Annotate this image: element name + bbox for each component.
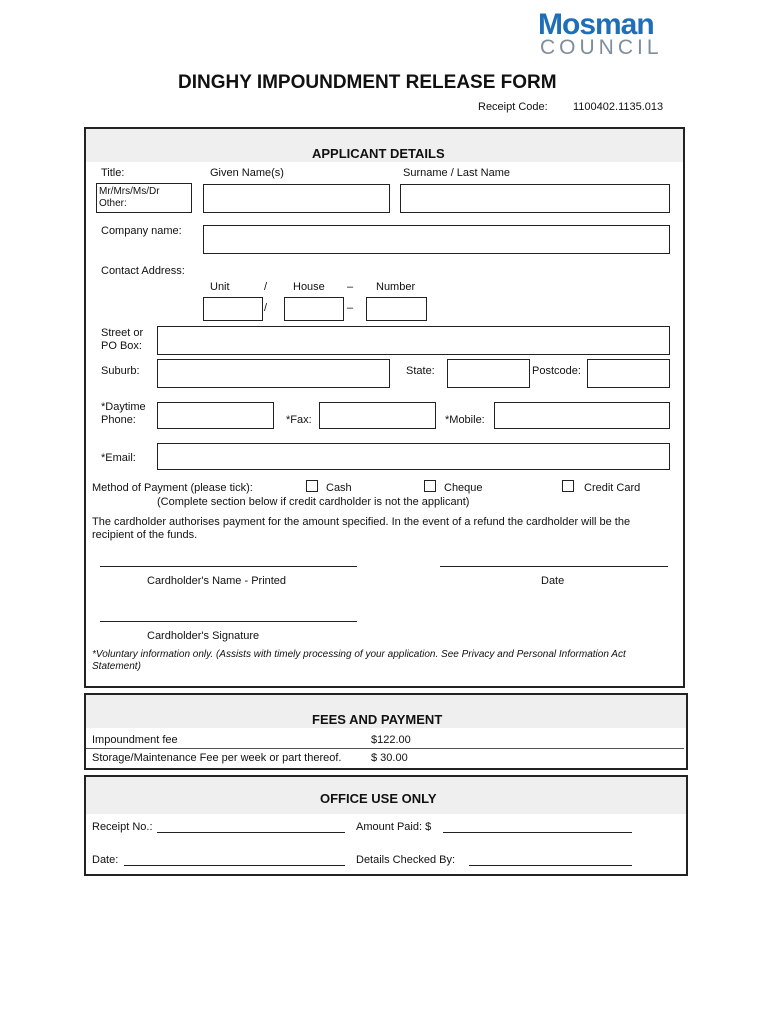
cash-label: Cash xyxy=(326,482,352,494)
amount-paid-label: Amount Paid: $ xyxy=(356,821,432,833)
company-label: Company name: xyxy=(101,225,182,237)
cardholder-signature-label: Cardholder's Signature xyxy=(147,630,260,642)
cash-checkbox[interactable] xyxy=(306,480,318,492)
unit-label: Unit xyxy=(210,281,230,293)
contact-address-label: Contact Address: xyxy=(101,265,185,277)
date-line[interactable] xyxy=(440,566,668,567)
cardholder-signature-line[interactable] xyxy=(100,621,357,622)
form-title: DINGHY IMPOUNDMENT RELEASE FORM xyxy=(178,72,557,93)
fee-amount-2: $ 30.00 xyxy=(371,752,408,764)
title-options: Mr/Mrs/Ms/Dr xyxy=(99,186,160,197)
given-names-label: Given Name(s) xyxy=(210,167,284,179)
office-date-line[interactable] xyxy=(124,865,345,866)
mobile-field[interactable] xyxy=(494,402,670,429)
receipt-code-value: 1100402.1135.013 xyxy=(573,101,664,113)
applicant-header: APPLICANT DETAILS xyxy=(312,146,445,161)
payment-method-label: Method of Payment (please tick): xyxy=(92,482,253,494)
date-label: Date xyxy=(541,575,565,587)
number-label: Number xyxy=(376,281,416,293)
authorise-line-1: The cardholder authorises payment for the amount specified. In the event of a refund the cardholder will be the xyxy=(92,516,631,528)
company-field[interactable] xyxy=(203,225,670,254)
daytime-phone-field[interactable] xyxy=(157,402,274,429)
office-header: OFFICE USE ONLY xyxy=(320,791,437,806)
state-field[interactable] xyxy=(447,359,530,388)
street-label-2: PO Box: xyxy=(101,340,142,352)
suburb-label: Suburb: xyxy=(101,365,140,377)
details-checked-label: Details Checked By: xyxy=(356,854,456,866)
fees-row-divider xyxy=(86,748,684,749)
receipt-no-label: Receipt No.: xyxy=(92,821,153,833)
authorise-line-2: recipient of the funds. xyxy=(92,529,198,541)
title-label: Title: xyxy=(101,167,125,179)
cardholder-name-line[interactable] xyxy=(100,566,357,567)
street-field[interactable] xyxy=(157,326,670,355)
fees-header: FEES AND PAYMENT xyxy=(312,712,443,727)
postcode-field[interactable] xyxy=(587,359,670,388)
cardholder-name-label: Cardholder's Name - Printed xyxy=(147,575,287,587)
cheque-checkbox[interactable] xyxy=(424,480,436,492)
unit-slash: / xyxy=(264,281,268,293)
title-other: Other: xyxy=(99,198,127,209)
surname-label: Surname / Last Name xyxy=(403,167,510,179)
unit-field[interactable] xyxy=(203,297,263,321)
email-label: *Email: xyxy=(101,452,136,464)
voluntary-note: *Voluntary information only. (Assists with timely processing of your application. See Privacy and Personal Information Act Statement) xyxy=(92,649,626,672)
daytime-label-2: Phone: xyxy=(101,414,136,426)
house-dash: – xyxy=(347,281,354,293)
street-label-1: Street or xyxy=(101,327,144,339)
suburb-field[interactable] xyxy=(157,359,390,388)
logo-council: COUNCIL xyxy=(540,36,663,59)
credit-card-checkbox[interactable] xyxy=(562,480,574,492)
number-field[interactable] xyxy=(366,297,427,321)
house-dash-2: – xyxy=(347,302,354,314)
amount-paid-line[interactable] xyxy=(443,832,632,833)
unit-slash-2: / xyxy=(264,302,268,314)
credit-card-label: Credit Card xyxy=(584,482,641,494)
state-label: State: xyxy=(406,365,435,377)
postcode-label: Postcode: xyxy=(532,365,581,377)
receipt-no-line[interactable] xyxy=(157,832,345,833)
email-field[interactable] xyxy=(157,443,670,470)
logo-mosman: Mosman xyxy=(538,8,654,41)
payment-note: (Complete section below if credit cardholder is not the applicant) xyxy=(157,496,470,508)
surname-field[interactable] xyxy=(400,184,670,213)
office-date-label: Date: xyxy=(92,854,119,866)
receipt-code-label: Receipt Code: xyxy=(478,101,548,113)
house-field[interactable] xyxy=(284,297,344,321)
fee-amount-1: $122.00 xyxy=(371,734,411,746)
fax-label: *Fax: xyxy=(286,414,312,426)
house-label: House xyxy=(293,281,325,293)
given-names-field[interactable] xyxy=(203,184,390,213)
mobile-label: *Mobile: xyxy=(445,414,485,426)
fax-field[interactable] xyxy=(319,402,436,429)
details-checked-line[interactable] xyxy=(469,865,632,866)
fee-label-1: Impoundment fee xyxy=(92,734,178,746)
daytime-label-1: *Daytime xyxy=(101,401,146,413)
fee-label-2: Storage/Maintenance Fee per week or part thereof. xyxy=(92,752,342,764)
cheque-label: Cheque xyxy=(444,482,483,494)
